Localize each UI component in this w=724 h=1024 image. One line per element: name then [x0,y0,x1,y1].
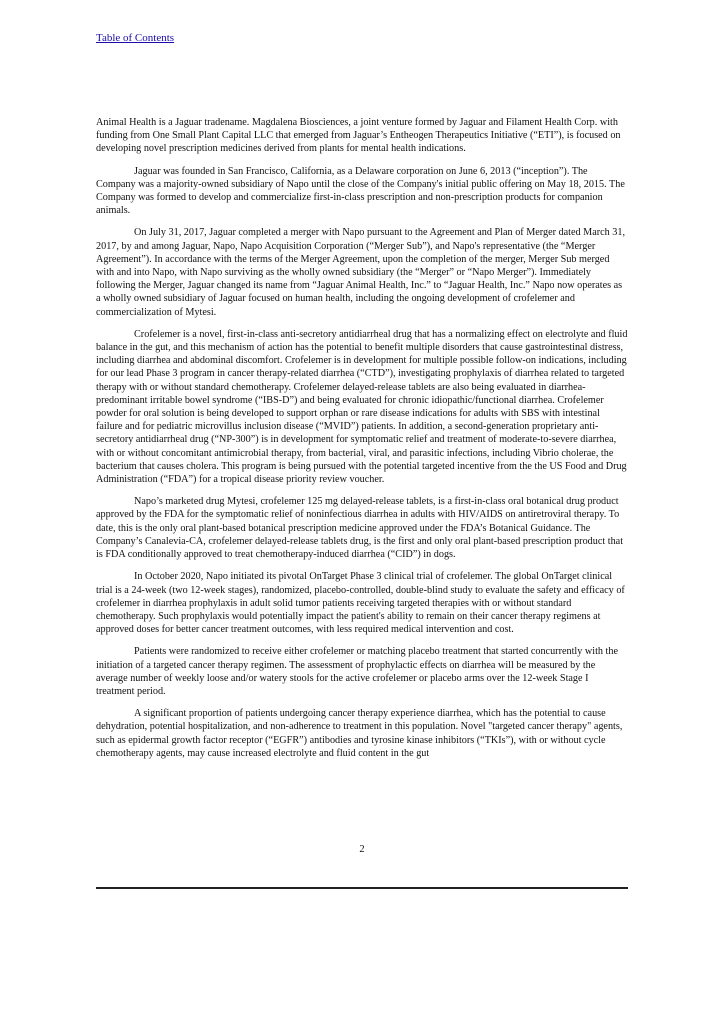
footer-divider [96,887,628,889]
table-of-contents-link[interactable]: Table of Contents [96,32,175,44]
paragraph-founding: Jaguar was founded in San Francisco, California, as a Delaware corporation on June 6, 2013 (“inception”). The Company was a majority-owned subsidiary of Napo until the close of the Company's initial public offering on May 18, 2015. The Company was formed to develop and commercialize first-in-class prescription and non-prescription products for companion animals. [96,165,625,217]
page-number: 2 [359,844,365,855]
paragraph-crofelemer: Crofelemer is a novel, first-in-class anti-secretory antidiarrheal drug that has a normalizing effect on electrolyte and fluid balance in the gut, and this mechanism of action has the potential to benefit multiple disorders that cause gastrointestinal distress, including diarrhea and abdominal discomfort. Crofelemer is in development for multiple possible follow-on indications, including for our lead Phase 3 program in cancer therapy-related diarrhea (“CTD”), investigating prophylaxis of diarrhea related to targeted therapy with or without standard chemotherapy. Crofelemer delayed-release tablets are also being evaluated in diarrhea-predominant irritable bowel syndrome (“IBS-D”) and being evaluated for chronic idiopathic/functional diarrhea. Crofelemer powder for oral solution is being developed to support orphan or rare disease indications for adults with SBS with intestinal failure and for pediatric microvillus inclusion disease (“MVID”) patients. In addition, a second-generation proprietary anti-secretory antidiarrheal drug (“NP-300”) is in development for symptomatic relief and treatment of moderate-to-severe diarrhea, with or without concomitant antimicrobial therapy, from bacterial, viral, and parasitic infections, including Vibrio cholerae, the bacterium that causes cholera. This program is being pursued with the potential targeted incentive from the the US Food and Drug Administration (“FDA”) for a tropical disease priority review voucher. [96,328,628,486]
paragraph-randomization: Patients were randomized to receive either crofelemer or matching placebo treatment that started concurrently with the initiation of a targeted cancer therapy regimen. The assessment of prophylactic effects on diarrhea will be measured by the average number of weekly loose and/or watery stools for the active crofelemer or placebo arms over the 12-week Stage I treatment period. [96,646,618,697]
paragraph-ontarget-trial: In October 2020, Napo initiated its pivotal OnTarget Phase 3 clinical trial of crofelemer. The global OnTarget clinical trial is a 24-week (two 12-week stages), randomized, placebo-controlled, double-blind study to evaluate the safety and efficacy of crofelemer in diarrhea prophylaxis in adult solid tumor patients receiving targeted therapies with or without standard chemotherapy. Such prophylaxis would potentially impact the patient's ability to remain on their cancer therapy regimens at approved doses for better cancer treatment outcomes, with less required medical intervention and cost. [96,571,625,636]
paragraph-mytesi: Napo’s marketed drug Mytesi, crofelemer 125 mg delayed-release tablets, is a first-in-class oral botanical drug product approved by the FDA for the symptomatic relief of noninfectious diarrhea in adults with HIV/AIDS on antiretroviral therapy. To date, this is the only oral plant-based botanical prescription medicine approved under the FDA’s Botanical Guidance. The Company’s Canalevia-CA, crofelemer delayed-release tablets drug, is the first and only oral plant-based prescription product that is FDA conditionally approved to treat chemotherapy-induced diarrhea (“CID”) in dogs. [96,496,624,561]
document-body [96,116,628,769]
paragraph-animal-health: Animal Health is a Jaguar tradename. Magdalena Biosciences, a joint venture formed by Jaguar and Filament Health Corp. with funding from One Small Plant Capital LLC that emerged from Jaguar’s Entheogen Therapeutics Initiative (“ETI”), is focused on developing novel prescription medicines derived from plants for mental health indications. [96,117,621,155]
paragraph-merger: On July 31, 2017, Jaguar completed a merger with Napo pursuant to the Agreement and Plan of Merger dated March 31, 2017, by and among Jaguar, Napo, Napo Acquisition Corporation (“Merger Sub”), and Napo's representative (the “Merger Agreement”). In accordance with the terms of the Merger Agreement, upon the completion of the merger, Merger Sub merged with and into Napo, with Napo surviving as the wholly owned subsidiary (the “Merger” or “Napo Merger”). Immediately following the Merger, Jaguar changed its name from “Jaguar Animal Health, Inc.” to “Jaguar Health, Inc.” Napo now operates as a wholly owned subsidiary of Jaguar focused on human health, including the ongoing development of crofelemer and commercialization of Mytesi. [96,227,626,318]
paragraph-cancer-diarrhea: A significant proportion of patients undergoing cancer therapy experience diarrhea, which has the potential to cause dehydration, potential hospitalization, and non-adherence to treatment in this population. Novel "targeted cancer therapy" agents, such as epidermal growth factor receptor (“EGFR”) antibodies and tyrosine kinase inhibitors (“TKIs”), with or without cycle chemotherapy agents, may cause increased electrolyte and fluid content in the gut [96,708,623,759]
